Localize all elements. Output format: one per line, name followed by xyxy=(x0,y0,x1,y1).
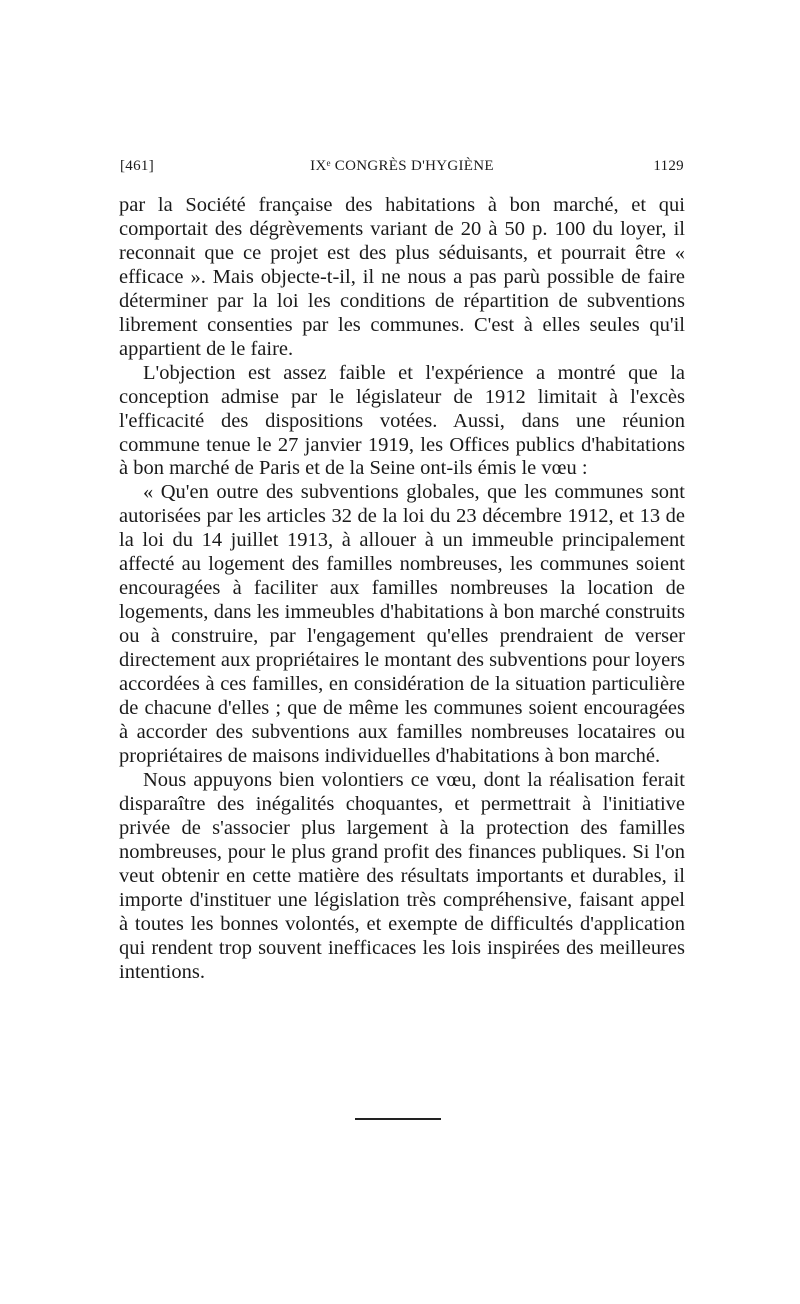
paragraph-continuation: par la Société française des habitations à bon marché, et qui comportait des dégrèvements variant de 20 à 50 p. 100 du loyer, il reconnait que ce projet est des plus séduisants, et pourrait être « efficace ». Mais objecte-t-il, il ne nous a pas parù possible de faire déterminer par la loi les conditions de répartition de subventions librement consenties par les communes. C'est à elles seules qu'il appartient de le faire. xyxy=(119,194,685,360)
running-title: IXᵉ CONGRÈS D'HYGIÈNE xyxy=(310,158,494,174)
paragraph-quoted-wish: « Qu'en outre des subventions globales, que les communes sont autorisées par les articles 32 de la loi du 23 décembre 1912, et 13 de la loi du 14 juillet 1913, à allouer à un immeuble principalement affecté au logement des familles nombreuses, les communes soient encouragées à faciliter aux familles nombreuses la location de logements, dans les immeubles d'habitations à bon marché construits ou à construire, par l'engagement qu'elles prendraient de verser directement aux propriétaires le montant des subventions pour loyers accordées à ces familles, en considération de la situation particulière de chacune d'elles ; que de même les communes soient encouragées à accorder des subventions aux familles nombreuses locataires ou propriétaires de maisons individuelles d'habitations à bon marché. xyxy=(119,481,685,767)
section-end-rule xyxy=(355,1118,441,1120)
page-reference: [461] xyxy=(120,158,154,174)
paragraph-conclusion: Nous appuyons bien volontiers ce vœu, dont la réalisation ferait disparaître des inégalités choquantes, et permettrait à l'initiative privée de s'associer plus largement à la protection des familles nombreuses, pour le plus grand profit des finances publiques. Si l'on veut obtenir en cette matière des résultats importants et durables, il importe d'instituer une législation très compréhensive, faisant appel à toutes les bonnes volontés, et exempte de difficultés d'application qui rendent trop souvent inefficaces les lois inspirées des meilleures intentions. xyxy=(119,768,685,983)
page-number: 1129 xyxy=(653,158,684,174)
body-text xyxy=(119,194,685,984)
paragraph-objection: L'objection est assez faible et l'expérience a montré que la conception admise par le législateur de 1912 limitait à l'excès l'efficacité des dispositions votées. Aussi, dans une réunion commune tenue le 27 janvier 1919, les Offices publics d'habitations à bon marché de Paris et de la Seine ont-ils émis le vœu : xyxy=(119,361,685,480)
running-header xyxy=(120,158,684,180)
